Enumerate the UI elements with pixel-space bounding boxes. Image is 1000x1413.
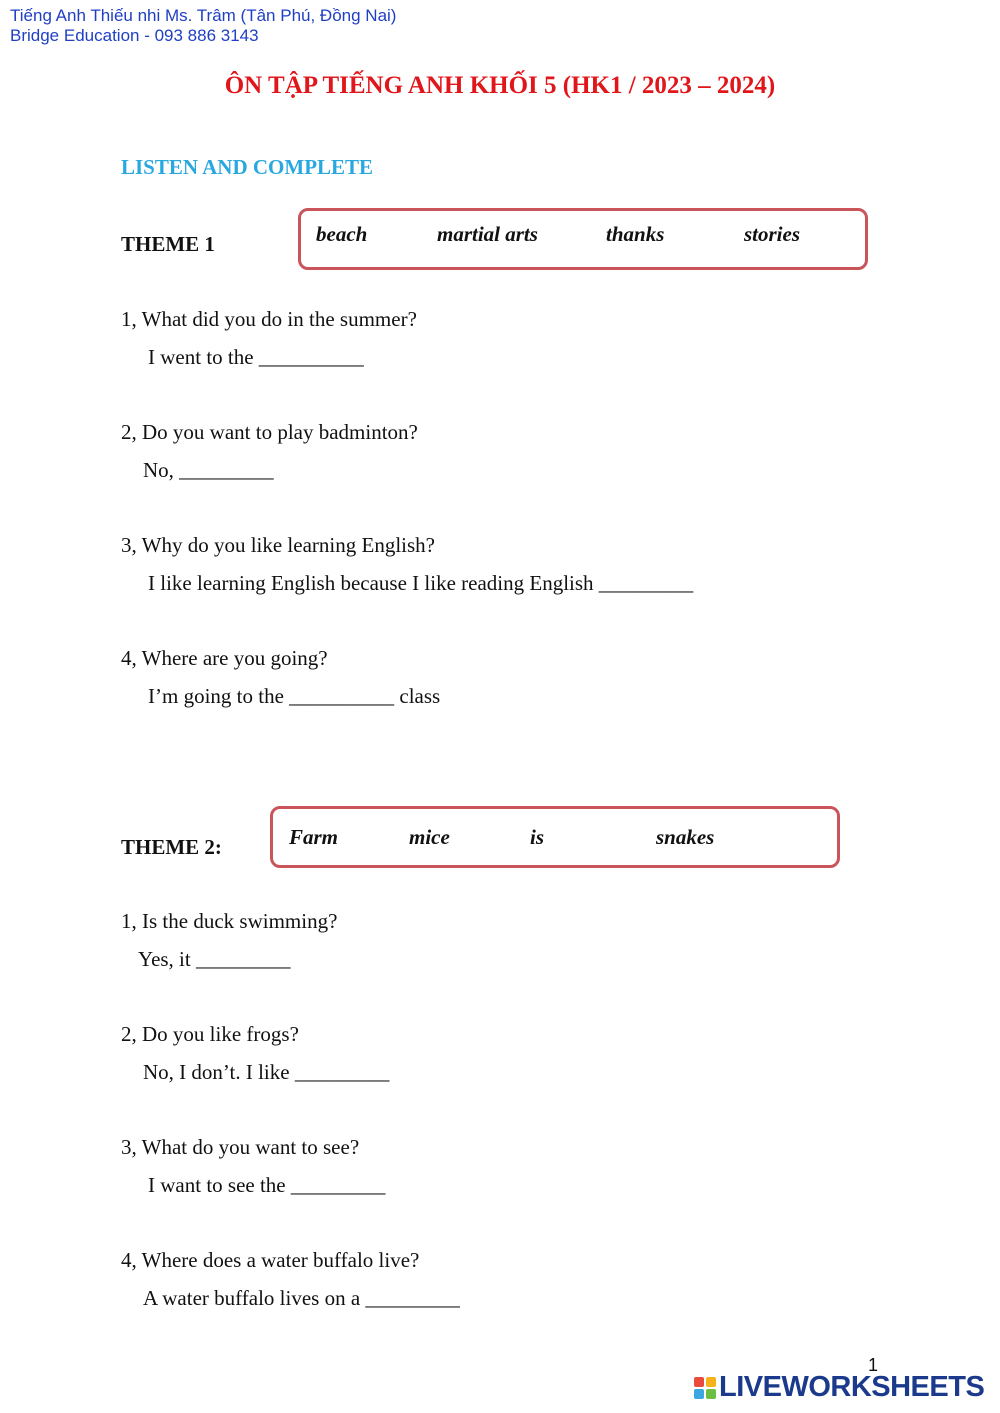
theme-1-question-3: 3, Why do you like learning English? [121,533,435,557]
section-title: LISTEN AND COMPLETE [121,155,374,179]
theme-2-label: THEME 2: [121,835,222,859]
theme-2-question-4: 4, Where does a water buffalo live? [121,1248,420,1272]
theme-1-label: THEME 1 [121,232,215,256]
theme-1-answer-3: I like learning English because I like reading English _________ [148,571,694,595]
theme-1-answer-4: I’m going to the __________ class [148,684,441,708]
liveworksheets-logo[interactable] [694,1371,984,1404]
theme-2-question-3: 3, What do you want to see? [121,1135,360,1159]
theme-2-word: Farm [289,825,339,849]
theme-1-answer-1: I went to the __________ [148,345,364,369]
theme-2-answer-3: I want to see the _________ [148,1173,386,1197]
brand-name: LIVEWORKSHEETS [719,1371,985,1403]
theme-2-word-box [270,806,840,868]
theme-1-word: martial arts [437,222,538,246]
theme-2-question-2: 2, Do you like frogs? [121,1022,299,1046]
theme-2-answer-2: No, I don’t. I like _________ [143,1060,390,1084]
page-title: ÔN TẬP TIẾNG ANH KHỐI 5 (HK1 / 2023 – 2024) [224,72,776,99]
header-line-2: Bridge Education - 093 886 3143 [10,26,259,45]
theme-1-answer-2: No, _________ [143,458,274,482]
header-line-1: Tiếng Anh Thiếu nhi Ms. Trâm (Tân Phú, Đồng Nai) [10,6,397,25]
theme-2-question-1: 1, Is the duck swimming? [121,909,338,933]
theme-1-word: beach [316,222,368,246]
theme-1-question-4: 4, Where are you going? [121,646,328,670]
theme-1-word: stories [744,222,801,246]
theme-1-word: thanks [606,222,665,246]
theme-2-answer-4: A water buffalo lives on a _________ [143,1286,460,1310]
theme-2-word: mice [409,825,450,849]
theme-2-word: snakes [656,825,715,849]
page-number: 1 [868,1355,879,1375]
theme-1-question-1: 1, What did you do in the summer? [121,307,417,331]
theme-2-answer-1: Yes, it _________ [138,947,291,971]
liveworksheets-logo-icon [694,1377,716,1399]
theme-1-question-2: 2, Do you want to play badminton? [121,420,418,444]
theme-2-word: is [530,825,545,849]
